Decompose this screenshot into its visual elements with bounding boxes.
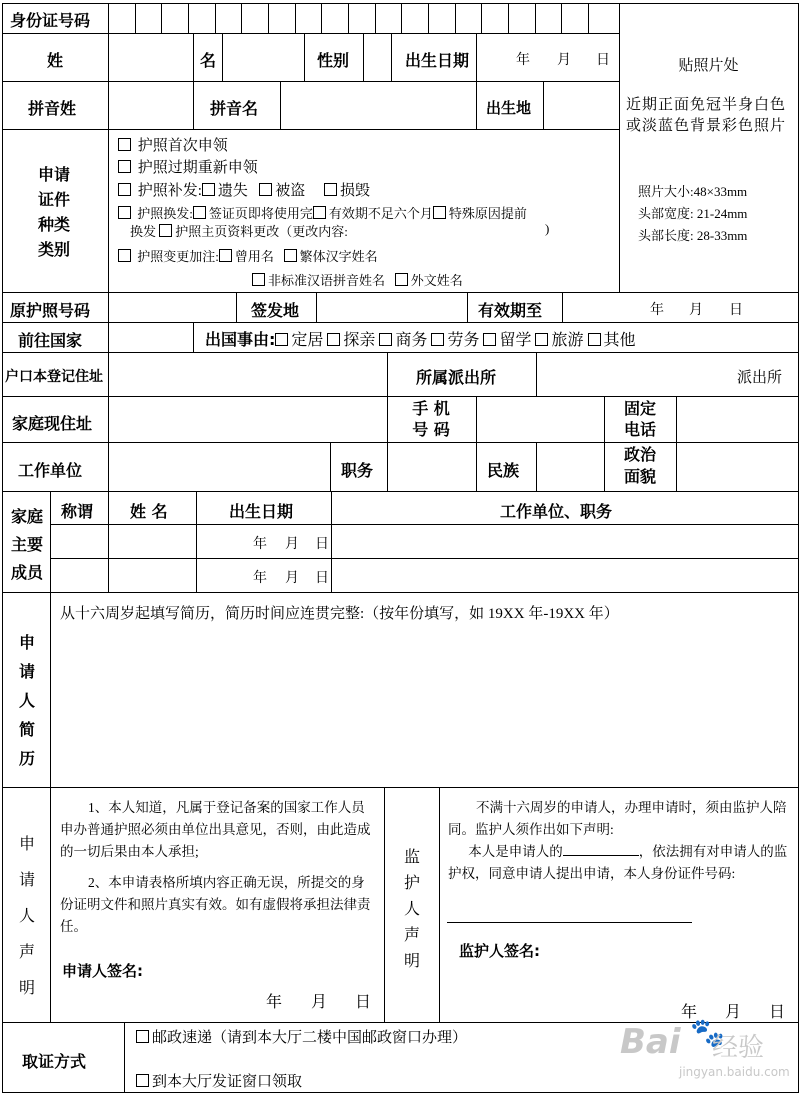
surname-field[interactable]: [109, 34, 193, 81]
birth-day-unit: 日: [596, 53, 610, 68]
birth-year-unit: 年: [516, 53, 530, 68]
family-row1-day: 日: [315, 537, 329, 552]
reason-options: 出国事由: 定居 探亲 商务 劳务 留学 旅游 其他: [205, 330, 636, 349]
birth-date-label: 出生日期: [405, 51, 470, 70]
checkbox-icon[interactable]: [327, 333, 340, 346]
valid-year-unit: 年: [650, 303, 664, 318]
photo-title: 贴照片处: [678, 56, 739, 74]
political-status-field[interactable]: [677, 443, 798, 491]
hukou-address-field[interactable]: [109, 353, 387, 396]
family-row1-month: 月: [285, 537, 299, 552]
mobile-field[interactable]: [477, 397, 604, 442]
checkbox-icon[interactable]: [193, 206, 206, 219]
pinyin-given-label: 拼音名: [210, 99, 259, 118]
checkbox-icon[interactable]: [431, 333, 444, 346]
family-row2-day: 日: [315, 571, 329, 586]
old-passport-field[interactable]: [109, 293, 236, 322]
given-name-field[interactable]: [223, 34, 304, 81]
birth-month-unit: 月: [557, 53, 571, 68]
checkbox-icon[interactable]: [313, 206, 326, 219]
applicant-signature-label: 申请人签名:: [62, 962, 143, 980]
watermark-cn-text: 经验: [712, 1033, 765, 1063]
valid-until-label: 有效期至: [478, 301, 543, 320]
pinyin-given-field[interactable]: [281, 82, 476, 129]
birth-place-label: 出生地: [486, 99, 532, 117]
pickup-method-label: 取证方式: [22, 1052, 87, 1071]
checkbox-icon[interactable]: [118, 206, 131, 219]
option-renew-cont: 换发 护照主页资料更改（更改内容:: [130, 224, 348, 239]
home-address-label: 家庭现住址: [12, 414, 93, 433]
position-label: 职务: [341, 461, 374, 480]
valid-day-unit: 日: [729, 303, 743, 318]
gender-label: 性别: [317, 51, 350, 70]
checkbox-icon[interactable]: [202, 183, 215, 196]
guardian-signature-label: 监护人签名:: [459, 942, 540, 960]
name-header: 姓 名: [130, 502, 168, 521]
checkbox-icon[interactable]: [118, 160, 131, 173]
option-first-issue[interactable]: 护照首次申领: [118, 134, 228, 155]
resume-field[interactable]: [51, 628, 798, 786]
ethnicity-label: 民族: [487, 461, 520, 480]
police-station-suffix: 派出所: [737, 370, 783, 386]
applicant-sign-year: 年: [266, 994, 283, 1011]
issue-place-label: 签发地: [251, 301, 300, 320]
resume-hint: 从十六周岁起填写简历，简历时间应连贯完整:（按年份填写，如 19XX 年-19XX 年）: [60, 606, 619, 622]
destination-label: 前往国家: [18, 331, 83, 350]
work-unit-field[interactable]: [109, 443, 330, 491]
checkbox-icon[interactable]: [395, 273, 408, 286]
checkbox-icon[interactable]: [535, 333, 548, 346]
option-change-cont: 非标准汉语拼音姓名 外文姓名: [252, 270, 463, 289]
checkbox-icon[interactable]: [259, 183, 272, 196]
surname-label: 姓: [47, 51, 64, 70]
option-change: 护照变更加注: 曾用名 繁体汉字姓名: [118, 246, 378, 265]
cert-type-label: 申请 证件 种类 类别: [37, 165, 70, 259]
checkbox-icon[interactable]: [275, 333, 288, 346]
checkbox-icon[interactable]: [433, 206, 446, 219]
guardian-statement-2: 本人是申请人的 ，依法拥有对申请人的监护权，同意申请人提出申请，本人身份证件号码:: [448, 844, 788, 881]
checkbox-icon[interactable]: [118, 249, 131, 262]
valid-month-unit: 月: [689, 303, 703, 318]
family-work-header: 工作单位、职务: [500, 502, 613, 521]
checkbox-icon[interactable]: [118, 183, 131, 196]
guardian-sign-month: 月: [725, 1004, 742, 1021]
family-members-label: 家庭 主要 成员: [10, 507, 43, 582]
pinyin-surname-label: 拼音姓: [28, 99, 77, 118]
family-row2-month: 月: [285, 571, 299, 586]
checkbox-icon[interactable]: [159, 224, 172, 237]
gender-field[interactable]: [364, 34, 391, 81]
checkbox-icon[interactable]: [136, 1074, 149, 1087]
baidu-watermark-logo: Bai: [620, 1022, 681, 1062]
id-number-label: 身份证号码: [10, 11, 91, 30]
landline-label: 固定 电话: [623, 399, 656, 439]
applicant-sign-day: 日: [355, 994, 372, 1011]
photo-size: 照片大小:48×33mm: [638, 184, 748, 199]
guardian-id-line[interactable]: [447, 922, 692, 923]
guardian-label: 监 护 人 声 明: [403, 847, 420, 970]
family-row2-year: 年: [253, 571, 267, 586]
declaration-item-2: 2、本申请表格所填内容正确无误，所提交的身份证明文件和照片真实有效。如有虚假将承担法律责任。: [60, 875, 371, 934]
option-renew: 护照换发: 签证页即将使用完 有效期不足六个月 特殊原因提前: [118, 203, 527, 222]
declaration-label: 申 请 人 声 明: [18, 834, 35, 997]
photo-description: 近期正面免冠半身白色或淡蓝色背景彩色照片: [626, 97, 787, 134]
guardian-sign-day: 日: [769, 1004, 786, 1021]
checkbox-icon[interactable]: [219, 249, 232, 262]
checkbox-icon[interactable]: [588, 333, 601, 346]
family-birth-header: 出生日期: [229, 502, 294, 521]
renew-close-paren: ): [545, 221, 550, 236]
pickup-option-post[interactable]: 邮政速递（请到本大厅二楼中国邮政窗口办理）: [136, 1026, 467, 1047]
checkbox-icon[interactable]: [118, 138, 131, 151]
work-unit-label: 工作单位: [18, 461, 83, 480]
given-name-label: 名: [200, 51, 217, 70]
photo-head-length: 头部长度: 28-33mm: [638, 228, 748, 243]
pinyin-surname-field[interactable]: [109, 82, 193, 129]
guardian-statement-1: 不满十六周岁的申请人，办理申请时，须由监护人陪同。监护人须作出如下声明:: [448, 800, 787, 837]
guardian-sign-year: 年: [681, 1004, 698, 1021]
mobile-label: 手 机 号 码: [412, 399, 450, 439]
destination-field[interactable]: [109, 323, 193, 352]
police-station-label: 所属派出所: [416, 368, 497, 387]
hukou-address-label: 户口本登记住址: [5, 369, 103, 385]
checkbox-icon[interactable]: [284, 249, 297, 262]
resume-label: 申 请 人 简 历: [18, 633, 35, 768]
option-reissue: 护照补发: 遗失 被盗 损毁: [118, 179, 370, 200]
ethnicity-field[interactable]: [537, 443, 604, 491]
watermark-url: jingyan.baidu.com: [679, 1065, 790, 1079]
applicant-sign-month: 月: [311, 994, 328, 1011]
family-row1-year: 年: [253, 537, 267, 552]
birth-place-field[interactable]: [544, 82, 619, 129]
guardian-relation-blank[interactable]: [563, 843, 639, 856]
checkbox-icon[interactable]: [483, 333, 496, 346]
pickup-option-hall[interactable]: 到本大厅发证窗口领取: [136, 1070, 302, 1091]
landline-field[interactable]: [677, 397, 798, 442]
issue-place-field[interactable]: [317, 293, 467, 322]
checkbox-icon[interactable]: [324, 183, 337, 196]
political-status-label: 政治 面貌: [623, 445, 656, 486]
checkbox-icon[interactable]: [252, 273, 265, 286]
relation-header: 称谓: [61, 502, 94, 521]
photo-head-width: 头部宽度: 21-24mm: [638, 206, 748, 221]
declaration-item-1: 1、本人知道，凡属于登记备案的国家工作人员申办普通护照必须由单位出具意见，否则，由此造成的一切后果由本人承担;: [60, 800, 371, 859]
home-address-field[interactable]: [109, 397, 387, 442]
old-passport-label: 原护照号码: [10, 301, 91, 320]
position-field[interactable]: [388, 443, 476, 491]
baidu-paw-icon: 🐾: [690, 1016, 725, 1049]
checkbox-icon[interactable]: [136, 1030, 149, 1043]
option-expired-renewal[interactable]: 护照过期重新申领: [118, 156, 258, 177]
checkbox-icon[interactable]: [379, 333, 392, 346]
